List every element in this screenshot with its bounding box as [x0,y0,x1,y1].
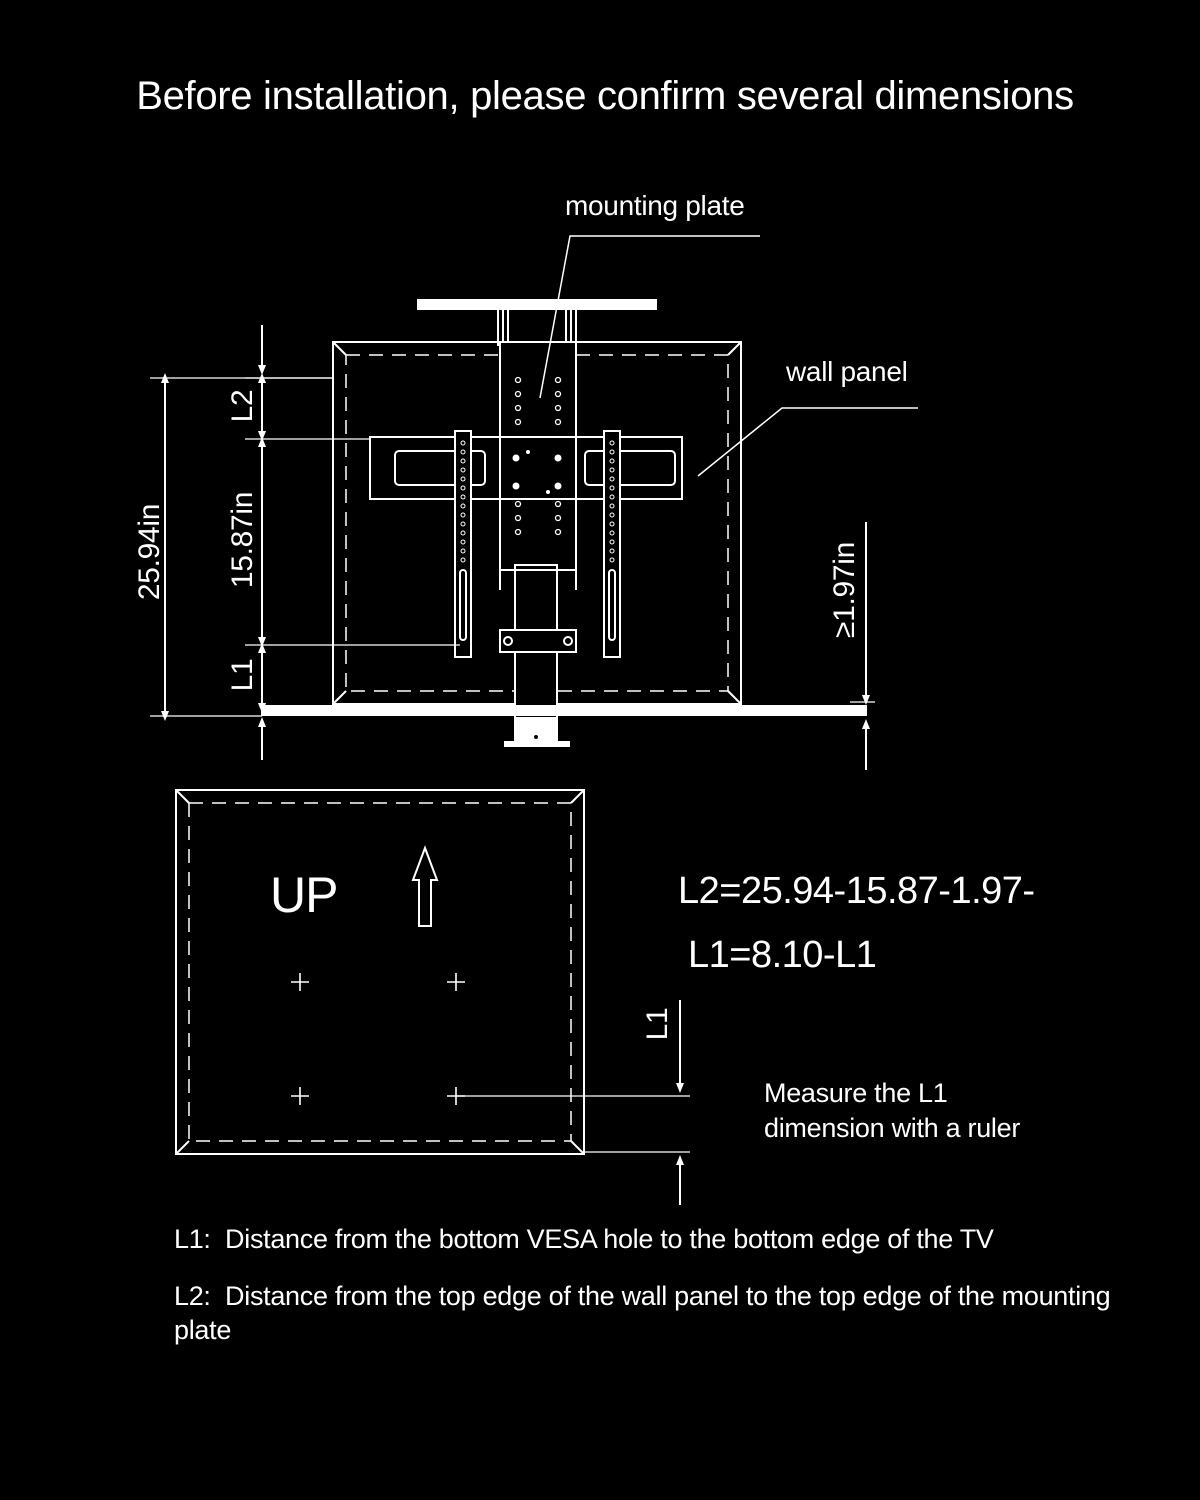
measure-note-line-1: Measure the L1 [764,1078,948,1108]
dim-l2-label: L2 [226,389,259,423]
formula-line-1: L2=25.94-15.87-1.97- [678,870,1035,912]
measure-note [764,1076,1020,1146]
definition-text: Distance from the top edge of the wall panel to the top edge of the mounting plate [174,1281,1111,1345]
measure-note-line-2: dimension with a ruler [764,1113,1021,1143]
mounting-plate [418,300,656,345]
horizontal-bracket [370,437,682,499]
page-title: Before installation, please confirm several dimensions [136,74,1074,118]
up-label: UP [270,867,338,923]
dim-mid-label: 15.87in [226,491,259,589]
formula-line-2: L1=8.10-L1 [688,934,877,976]
dim-l1-label: L1 [226,658,259,692]
dim-total-label: 25.94in [133,503,166,601]
definition-l2 [174,1279,1114,1347]
lift-column [500,342,576,745]
up-arrow-icon [413,848,437,926]
definition-term: L1: [174,1224,211,1254]
definition-term: L2: [174,1281,211,1311]
definition-l1 [174,1222,1114,1256]
wall-panel-label: wall panel [786,356,908,387]
mounting-plate-label: mounting plate [565,190,745,221]
dim-min-label: ≥1.97in [828,541,861,639]
dim-l1-tv-label: L1 [641,1007,674,1041]
base-line [262,706,866,715]
tv-back [176,790,584,1154]
definition-text: Distance from the bottom VESA hole to the bottom edge of the TV [225,1224,994,1254]
vesa-holes [291,973,465,1105]
